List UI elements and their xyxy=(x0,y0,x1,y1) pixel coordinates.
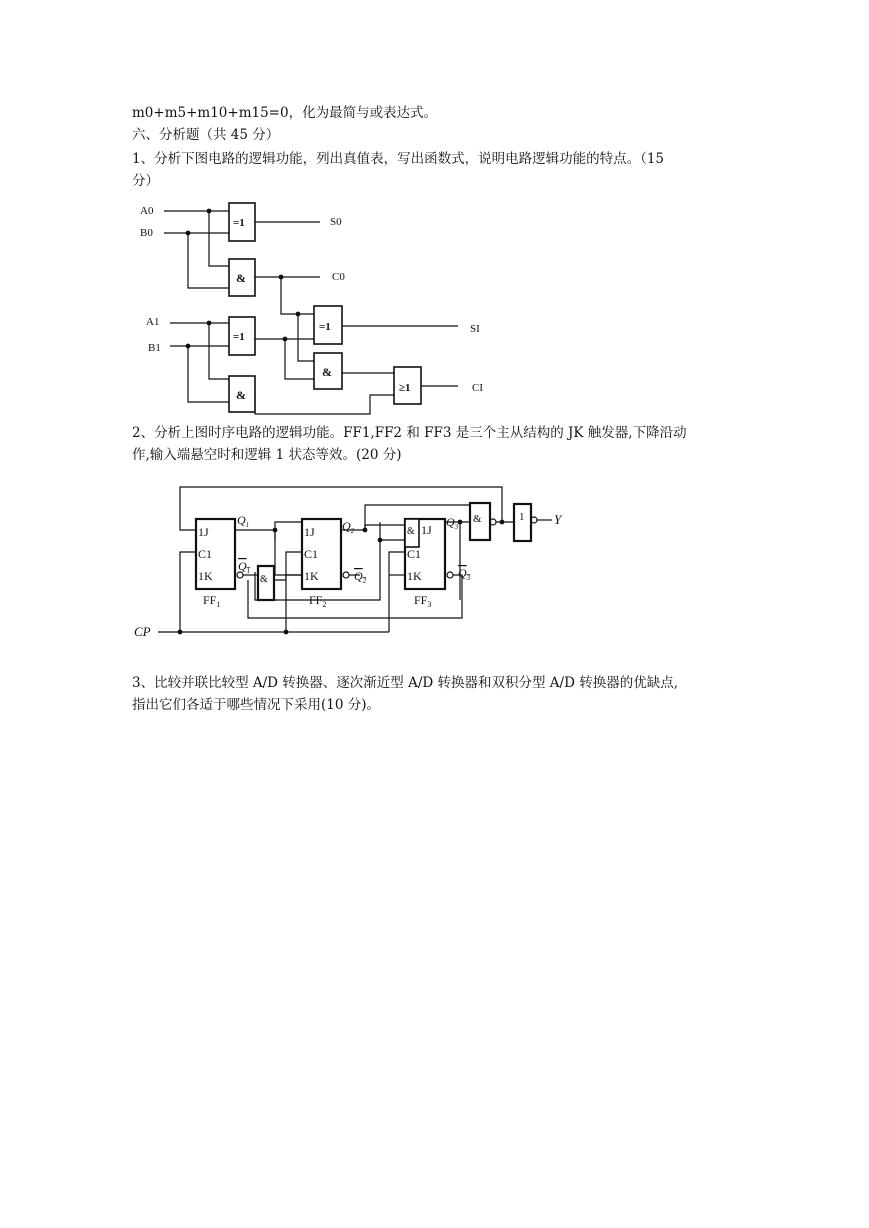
input-label-b1: B1 xyxy=(148,342,161,354)
ff3-c-pin: C1 xyxy=(407,547,422,561)
output-label-s0: S0 xyxy=(330,216,342,228)
ff3-q-label: $Q_3$ xyxy=(446,515,459,531)
ff3-k-pin: 1K xyxy=(407,569,422,583)
ff1-q-label: $Q_1$ xyxy=(237,513,250,529)
ff3-qbar-label: $Q_3$ xyxy=(458,566,471,582)
ff2-qbar-label: $Q_2$ xyxy=(354,569,367,585)
xor-gate-1-label: =1 xyxy=(233,217,245,229)
and-gate-1-label: & xyxy=(236,271,246,285)
xor-gate-3-label: =1 xyxy=(319,321,331,333)
ff2-k-pin: 1K xyxy=(304,569,319,583)
question-2-line-1: 2、分析上图时序电路的逻辑功能。FF1,FF2 和 FF3 是三个主从结构的 JK 触发器,下降沿动 xyxy=(132,425,687,441)
ff2-q-label: $Q_2$ xyxy=(342,519,355,535)
not-gate-label: 1 xyxy=(519,511,525,523)
prev-question-tail: m0+m5+m10+m15=0，化为最简与或表达式。 xyxy=(132,105,438,121)
ff1-c-pin: C1 xyxy=(198,547,213,561)
input-label-a1: A1 xyxy=(146,316,160,328)
ff3-j-pin: 1J xyxy=(421,523,432,537)
flipflop-ff1 xyxy=(196,513,250,609)
ff2-j-pin: 1J xyxy=(304,525,315,539)
flipflop-ff3 xyxy=(405,515,471,609)
and-gate-3-label: & xyxy=(322,365,332,379)
section-title: 六、分析题（共 45 分） xyxy=(132,127,280,143)
ff3-label: $FF_3$ xyxy=(414,593,432,609)
xor-gate-2-label: =1 xyxy=(233,331,245,343)
and-gate-2-label: & xyxy=(236,388,246,402)
ff1-qbar-label: $Q_1$ xyxy=(238,559,251,575)
input-label-b0: B0 xyxy=(140,227,153,239)
question-2-line-2: 作,输入端悬空时和逻辑 1 状态等效。(20 分) xyxy=(132,447,402,463)
clock-label: CP xyxy=(134,624,151,639)
and-gate-small-label: & xyxy=(260,574,268,585)
and-gate-output-label: & xyxy=(473,513,482,525)
ff1-k-pin: 1K xyxy=(198,569,213,583)
ff2-label: $FF_2$ xyxy=(309,593,327,609)
output-label-c0: C0 xyxy=(332,271,345,283)
ff1-label: $FF_1$ xyxy=(203,593,221,609)
question-3-line-1: 3、比较并联比较型 A/D 转换器、逐次渐近型 A/D 转换器和双积分型 A/D 转换器的优缺点, xyxy=(132,675,678,691)
ff1-j-pin: 1J xyxy=(198,525,209,539)
flipflop-ff2 xyxy=(302,519,367,609)
question-3-line-2: 指出它们各适于哪些情况下采用(10 分)。 xyxy=(132,697,381,713)
or-gate-label: ≥1 xyxy=(399,382,411,394)
input-label-a0: A0 xyxy=(140,205,154,217)
output-label-si: SI xyxy=(470,323,480,335)
output-label-ci: CI xyxy=(472,382,483,394)
ff2-c-pin: C1 xyxy=(304,547,319,561)
question-1-line-2: 分） xyxy=(132,173,159,189)
question-1-line-1: 1、分析下图电路的逻辑功能，列出真值表，写出函数式，说明电路逻辑功能的特点。（15 xyxy=(132,151,665,167)
ff3-and-label: & xyxy=(407,526,415,537)
output-label-y: Y xyxy=(554,512,562,527)
